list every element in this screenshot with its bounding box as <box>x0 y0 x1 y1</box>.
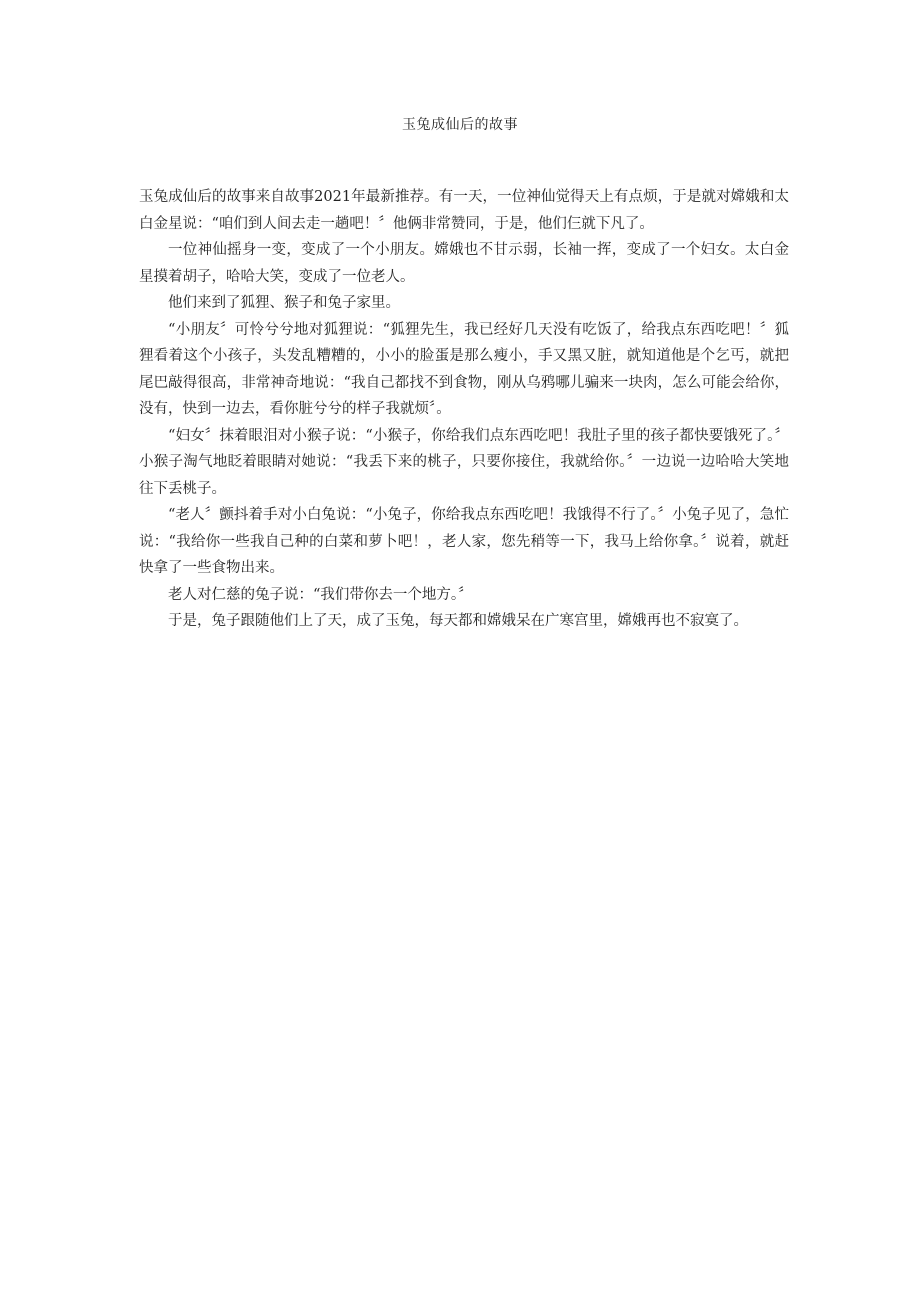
document-title: 玉兔成仙后的故事 <box>402 117 518 133</box>
paragraph: 他们来到了狐狸、猴子和兔子家里。 <box>168 295 400 311</box>
paragraph: “老人〞颤抖着手对小白兔说：“小兔子，你给我点东西吃吧！我饿得不行了。〞小兔子见了，急忙说：“我给你一些我自己种的白菜和萝卜吧！，老人家，您先稍等一下，我马上给你拿。〞说着，就赶快拿了一些食物出来。 <box>139 507 789 576</box>
paragraph: “妇女〞抹着眼泪对小猴子说：“小猴子，你给我们点东西吃吧！我肚子里的孩子都快要饿死了。〞小猴子淘气地眨着眼睛对她说：“我丢下来的桃子，只要你接住，我就给你。〞一边说一边哈哈大笑地往下丢桃子。 <box>139 427 789 497</box>
paragraph: 一位神仙摇身一变，变成了一个小朋友。嫦娥也不甘示弱，长袖一挥，变成了一个妇女。太白金星摸着胡子，哈哈大笑，变成了一位老人。 <box>139 242 789 285</box>
paragraph: 老人对仁慈的兔子说：“我们带你去一个地方。〞 <box>168 586 473 603</box>
paragraph: “小朋友〞可怜兮兮地对狐狸说：“狐狸先生，我已经好几天没有吃饭了，给我点东西吃吧！〞狐狸看着这个小孩子，头发乱糟糟的，小小的脸蛋是那么瘦小，手又黑又脏，就知道他是个乞丐，就把尾巴敲得很高，非常神奇地说：“我自己都找不到食物，刚从乌鸦哪儿骗来一块肉，怎么可能会给你，没有，快到一边去，看你脏兮兮的样子我就烦〞。 <box>139 321 789 417</box>
paragraph: 于是，兔子跟随他们上了天，成了玉兔，每天都和嫦娥呆在广寒宫里，嫦娥再也不寂寞了。 <box>168 613 748 629</box>
paragraph: 玉兔成仙后的故事来自故事2021年最新推荐。有一天，一位神仙觉得天上有点烦，于是就对嫦娥和太白金星说：“咱们到人间去走一趟吧！〞他俩非常赞同，于是，他们仨就下凡了。 <box>139 189 789 232</box>
document-body <box>139 184 789 635</box>
